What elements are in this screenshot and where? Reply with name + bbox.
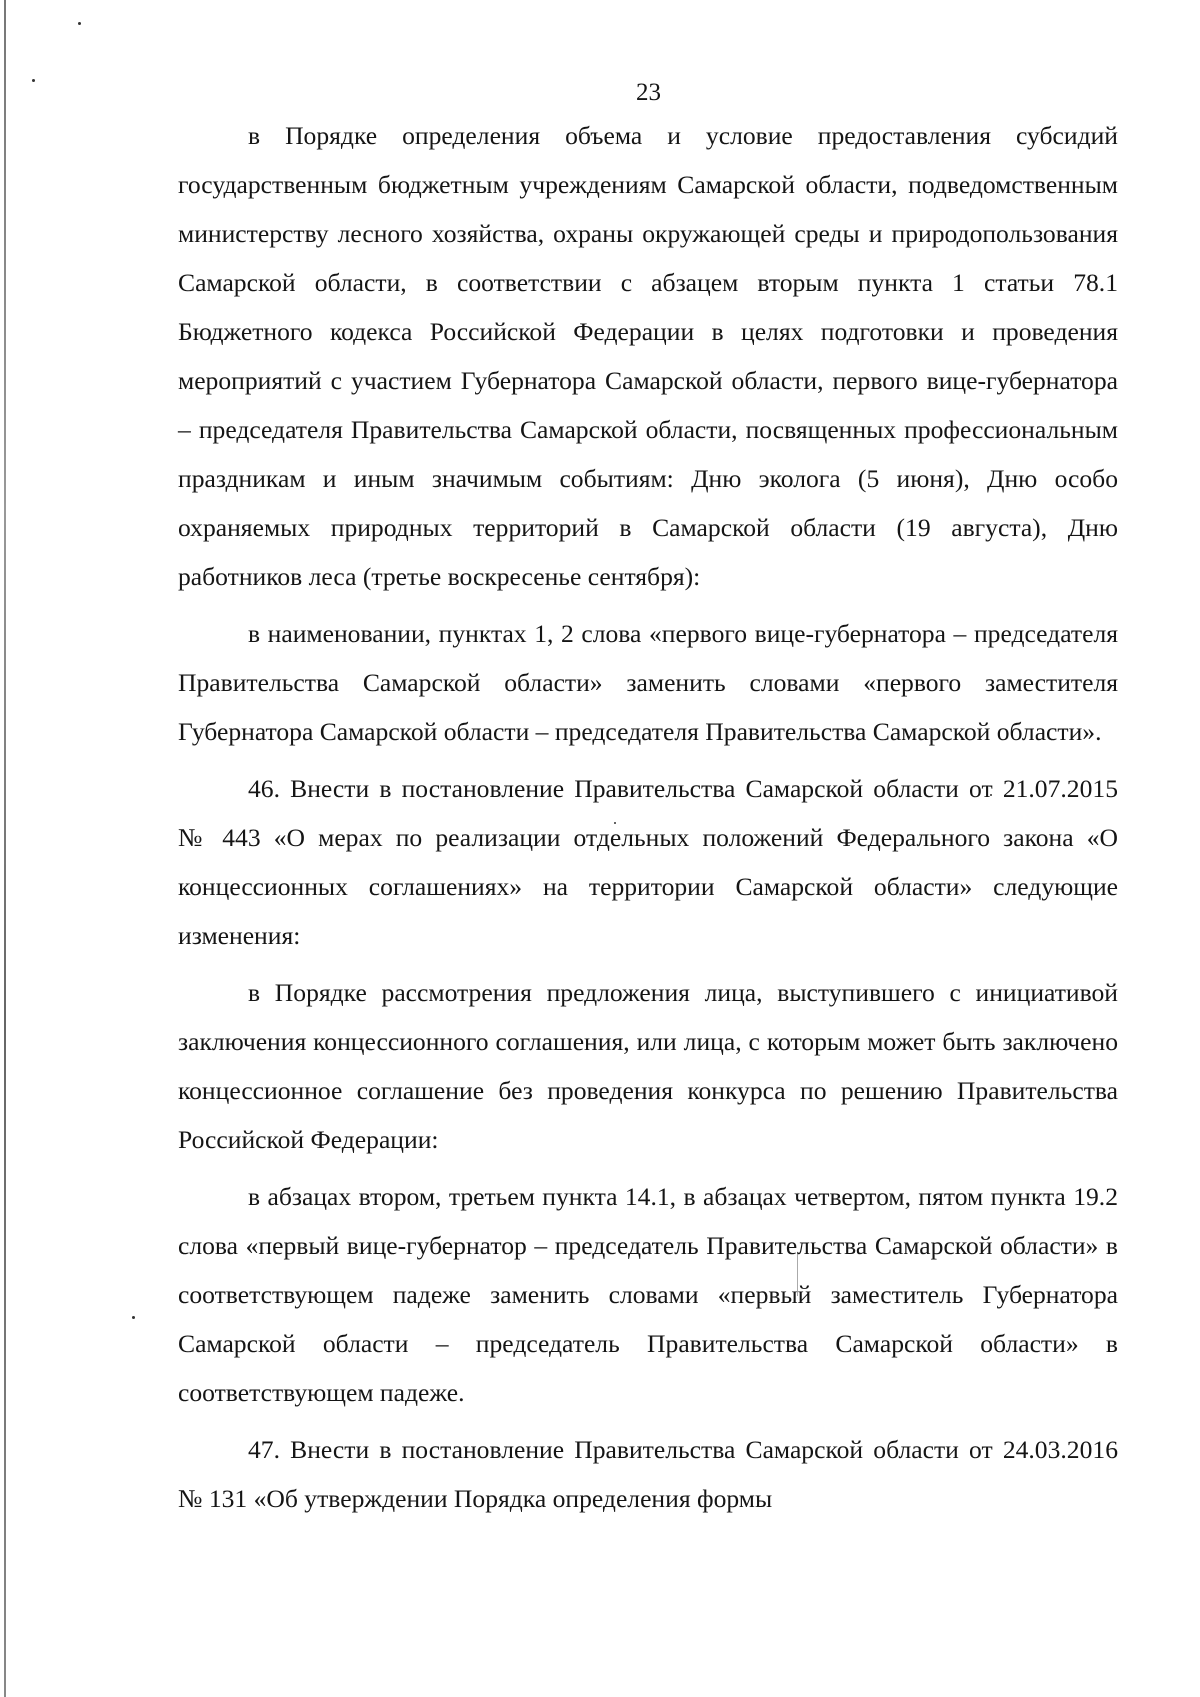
- scan-speck: [132, 1316, 135, 1319]
- scan-edge: [4, 0, 6, 1697]
- paragraph: в абзацах втором, третьем пункта 14.1, в абзацах четвертом, пятом пункта 19.2 слова «первый вице-губернатор – председатель Правительства Самарской области» в соответствующем падеже заменить словами «первый заместитель Губернатора Самарской области – председатель Правительства Самарской области» в соответствующем падеже.: [178, 1182, 1118, 1407]
- paragraph: в Порядке рассмотрения предложения лица, выступившего с инициативой заключения концессионного соглашения, или лица, с которым может быть заключено концессионное соглашение без проведения конкурса по решению Правительства Российской Федерации:: [178, 978, 1118, 1154]
- paragraph: в наименовании, пунктах 1, 2 слова «первого вице-губернатора – председателя Правительства Самарской области» заменить словами «первого заместителя Губернатора Самарской области – председателя Правительства Самарской области».: [178, 619, 1118, 746]
- document-body: [178, 111, 1118, 1523]
- paragraph: 47. Внести в постановление Правительства Самарской области от 24.03.2016 № 131 «Об утверждении Порядка определения формы: [178, 1435, 1118, 1513]
- scan-speck: [78, 22, 81, 25]
- paragraph: 46. Внести в постановление Правительства Самарской области от 21.07.2015 № 443 «О мерах по реализации отдельных положений Федерального закона «О концессионных соглашениях» на территории Самарской области» следующие изменения:: [178, 774, 1118, 950]
- paragraph: в Порядке определения объема и условие предоставления субсидий государственным бюджетным учреждениям Самарской области, подведомственным министерству лесного хозяйства, охраны окружающей среды и природопользования Самарской области, в соответствии с абзацем вторым пункта 1 статьи 78.1 Бюджетного кодекса Российской Федерации в целях подготовки и проведения мероприятий с участием Губернатора Самарской области, первого вице-губернатора – председателя Правительства Самарской области, посвященных профессиональным праздникам и иным значимым событиям: Дню эколога (5 июня), Дню особо охраняемых природных территорий в Самарской области (19 августа), Дню работников леса (третье воскресенье сентября):: [178, 121, 1118, 591]
- page-number: 23: [636, 79, 661, 106]
